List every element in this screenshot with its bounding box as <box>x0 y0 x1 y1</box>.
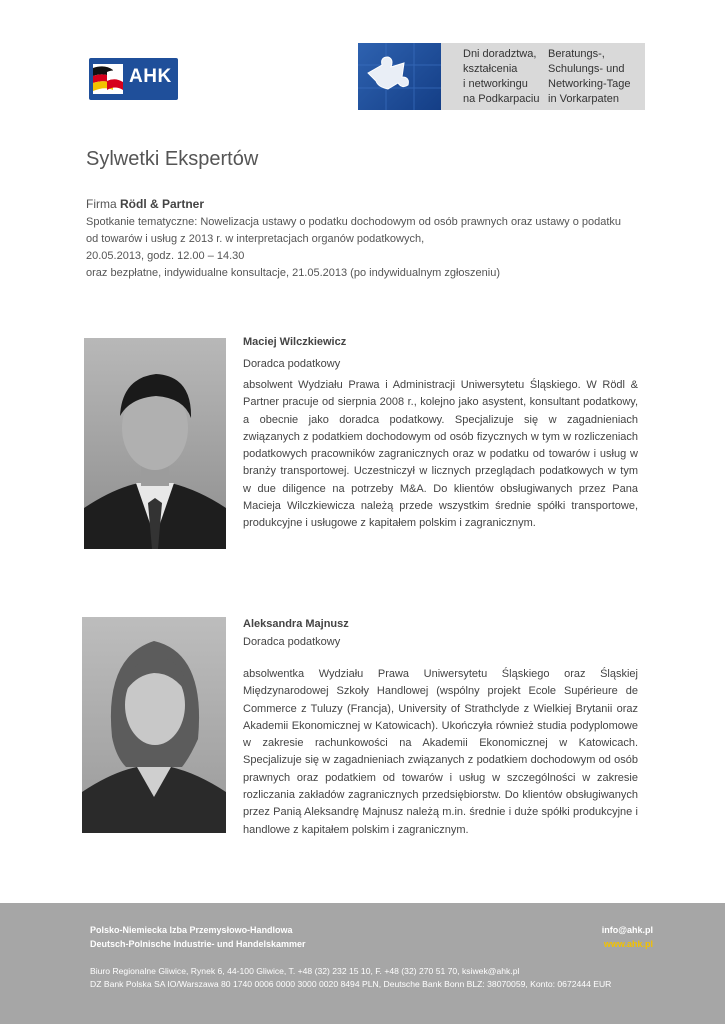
expert-role-1: Doradca podatkowy <box>243 358 341 370</box>
footer-org-pl: Polsko-Niemiecka Izba Przemysłowo-Handlowa <box>90 925 293 935</box>
expert-name-2: Aleksandra Majnusz <box>243 618 349 630</box>
expert-bio-1: absolwent Wydziału Prawa i Administracji Uniwersytetu Śląskiego. W Rödl & Partner pracuje od sierpnia 2008 r., kolejno jako asystent, konsultant podatkowy, a obecnie jako doradca podatkowy. Specjalizuje się w zagadnieniach związanych z podatkiem dochodowym od osób fizycznych w tym w rozliczeniach podatkowych pracowników zagranicznych oraz w podatku od towarów i usług w branży transportowej. Uczestniczył w licznych przeglądach podatkowych w tym w due diligence na potrzeby M&A. Do klientów obsługiwanych przez Pana Macieja Wilczkiewicza należą przede wszystkim średnie spółki transportowe, produkcyjne i usługowe z kapitałem polskim i zagranicznym. <box>243 379 638 530</box>
flag-icon <box>93 64 123 94</box>
intro-text: Spotkanie tematyczne: Nowelizacja ustawy o podatku dochodowym od osób prawnych oraz ustawy o podatku od towarów i usług z 2013 r. w interpretacjach organów podatkowych, 20.05.2013, godz. 12.00 – 14.30 oraz bezpłatne, indywidualne konsultacje, 21.05.2013 (po indywidualnym zgłoszeniu) <box>86 216 622 279</box>
header-german-text: Beratungs-, Schulungs- und Networking-Tage in Vorkarpaten <box>548 48 631 105</box>
footer-address: Biuro Regionalne Gliwice, Rynek 6, 44-100 Gliwice, T. +48 (32) 232 15 10, F. +48 (32) 270 51 70, ksiwek@ahk.pl <box>90 966 520 976</box>
footer-org-de: Deutsch-Polnische Industrie- und Handelskammer <box>90 939 306 949</box>
expert-photo-1 <box>84 338 226 549</box>
page-title: Sylwetki Ekspertów <box>86 148 259 170</box>
portrait-woman-icon <box>82 617 226 833</box>
footer <box>0 903 725 1024</box>
firm-line: Firma Rödl & Partner <box>86 197 205 211</box>
logo-text: AHK <box>129 66 172 87</box>
puzzle-piece-icon <box>358 43 441 110</box>
expert-photo-2 <box>82 617 226 833</box>
footer-email[interactable]: info@ahk.pl <box>601 925 653 935</box>
expert-name-1: Maciej Wilczkiewicz <box>243 336 347 348</box>
expert-bio-2: absolwentka Wydziału Prawa Uniwersytetu Śląskiego oraz Śląskiej Międzynarodowej Szkoły Handlowej (wspólny projekt Ecole Supérieure de Commerce z Tuluzy (Francja), University of Strathclyde z Wielkiej Brytanii oraz Akademii Ekonomicznej w Katowicach). Ukończyła również studia podyplomowe w zakresie rachunkowości na Akademii Ekonomicznej w Katowicach. Specjalizuje się w zagadnieniach związanych z podatkiem dochodowym od osób prawnych oraz podatkiem od towarów i usług w szczególności w zakresie rozliczania zakładów zagranicznych przedsiębiorstw. Do klientów obsługiwanych przez Panią Aleksandrę Majnusz należą m.in. średnie i duże spółki produkcyjne i handlowe z kapitałem polskim i zagranicznym. <box>243 668 638 836</box>
footer-bank: DZ Bank Polska SA IO/Warszawa 80 1740 0006 0000 3000 0020 8494 PLN, Deutsche Bank Bonn BLZ: 38070059, Konto: 0672444 EUR <box>90 979 612 989</box>
header-polish-text: Dni doradztwa, kształcenia i networkingu na Podkarpaciu <box>463 48 540 105</box>
portrait-man-icon <box>84 338 226 549</box>
expert-role-2: Doradca podatkowy <box>243 636 341 648</box>
header-info-box <box>441 43 645 110</box>
ahk-logo <box>89 58 178 100</box>
footer-web[interactable]: www.ahk.pl <box>603 939 653 949</box>
puzzle-image <box>358 43 441 110</box>
